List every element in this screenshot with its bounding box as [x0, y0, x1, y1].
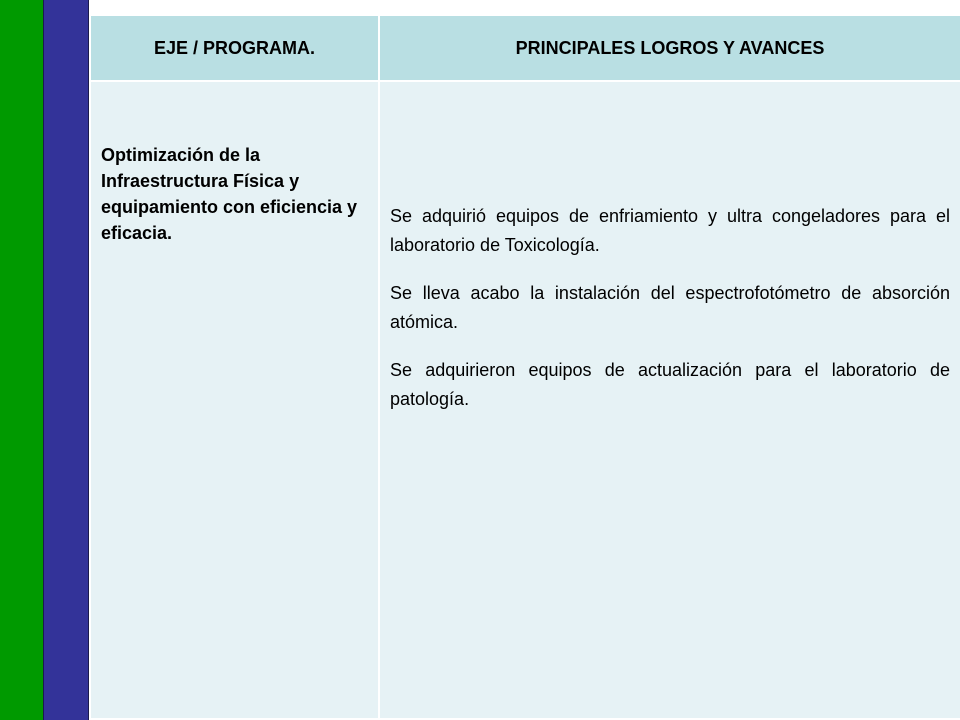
header-principales-logros: PRINCIPALES LOGROS Y AVANCES — [379, 15, 960, 81]
logros-list — [380, 82, 960, 414]
achievements-table — [89, 14, 960, 720]
table-header-row — [90, 15, 960, 81]
cell-logros — [379, 81, 960, 719]
blue-side-stripe — [43, 0, 89, 720]
achievements-table-container — [89, 14, 960, 720]
eje-programa-text: Optimización de la Infraestructura Física y equipamiento con eficiencia y eficacia. — [101, 145, 358, 243]
logro-item: Se lleva acabo la instalación del espectrofotómetro de absorción atómica. — [390, 283, 950, 332]
table-row — [90, 81, 960, 719]
cell-eje — [90, 81, 379, 719]
green-side-stripe — [0, 0, 44, 720]
logro-item: Se adquirieron equipos de actualización para el laboratorio de patología. — [390, 360, 950, 409]
header-eje-programa: EJE / PROGRAMA. — [90, 15, 379, 81]
logro-item: Se adquirió equipos de enfriamiento y ultra congeladores para el laboratorio de Toxicología. — [390, 206, 950, 255]
